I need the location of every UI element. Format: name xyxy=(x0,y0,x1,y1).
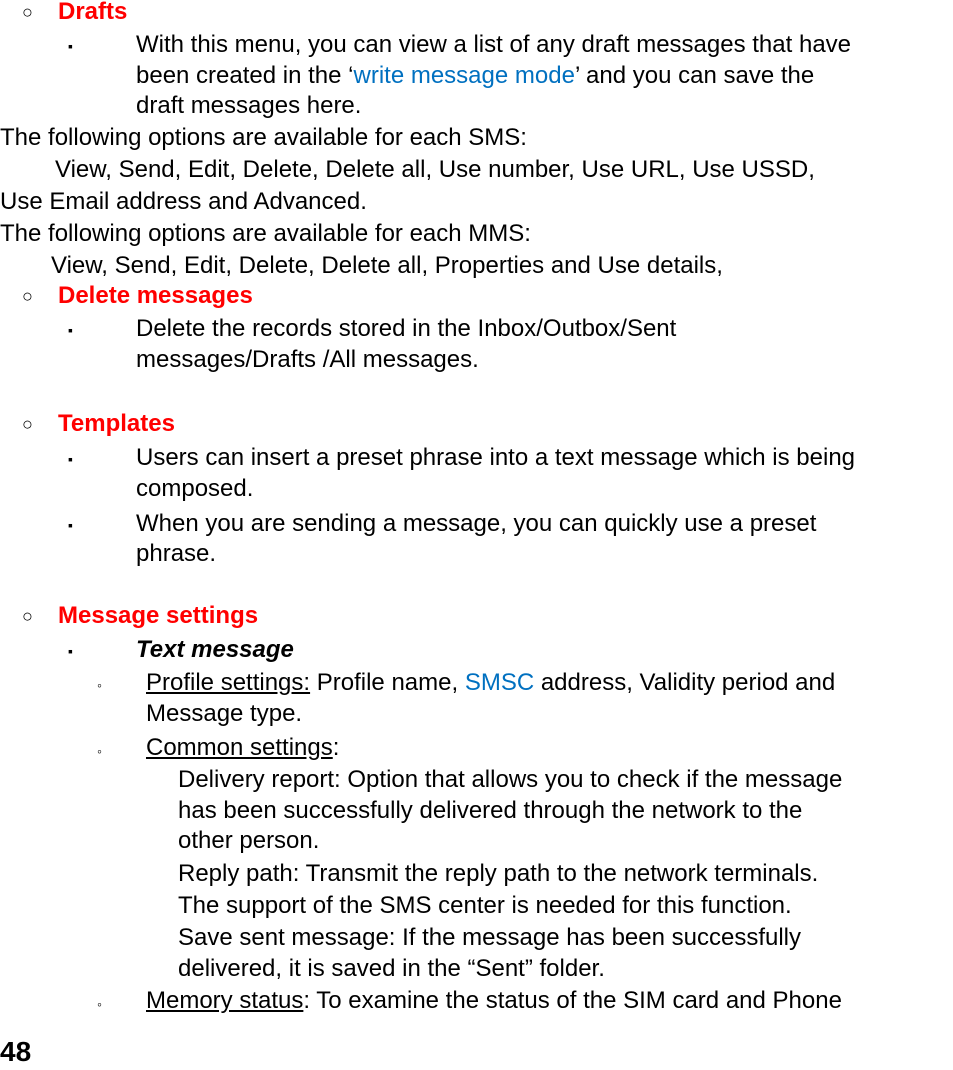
templates-heading: Templates xyxy=(58,410,175,437)
common-settings-text-3: other person. xyxy=(178,827,320,854)
smsc-link[interactable]: SMSC xyxy=(464,669,535,696)
sms-options-line-2: Use Email address and Advanced. xyxy=(0,188,367,215)
common-settings-text-6: Save sent message: If the message has been successfully xyxy=(178,924,802,951)
square-bullet-icon: ▪ xyxy=(68,451,73,467)
sms-intro: The following options are available for each SMS: xyxy=(0,124,527,151)
small-circle-bullet-icon: ◦ xyxy=(97,743,102,759)
profile-settings-line-1: Profile settings: Profile name, SMSC address, Validity period and xyxy=(146,669,836,696)
small-circle-bullet-icon: ◦ xyxy=(97,677,102,693)
profile-settings-label: Profile settings: xyxy=(146,669,311,696)
templates-item-1-line-2: composed. xyxy=(136,475,254,502)
delete-messages-line-1: Delete the records stored in the Inbox/Outbox/Sent xyxy=(136,315,677,342)
drafts-line-3: draft messages here. xyxy=(136,92,362,119)
square-bullet-icon: ▪ xyxy=(68,643,73,659)
circle-bullet-icon: ○ xyxy=(22,2,33,22)
templates-item-1-line-1: Users can insert a preset phrase into a text message which is being xyxy=(136,444,856,471)
common-settings-text-2: has been successfully delivered through the network to the xyxy=(178,797,803,824)
circle-bullet-icon: ○ xyxy=(22,414,33,434)
memory-status-label: Memory status xyxy=(146,987,304,1014)
common-settings-text-5: The support of the SMS center is needed for this function. xyxy=(178,892,792,919)
circle-bullet-icon: ○ xyxy=(22,286,33,306)
drafts-heading: Drafts xyxy=(58,0,128,25)
square-bullet-icon: ▪ xyxy=(68,517,73,533)
small-circle-bullet-icon: ◦ xyxy=(97,996,102,1012)
memory-status-line: Memory status: To examine the status of the SIM card and Phone xyxy=(146,987,842,1014)
write-message-mode-link[interactable]: write message mode xyxy=(353,62,575,89)
profile-settings-line-2: Message type. xyxy=(146,700,303,727)
mms-options-line-1: View, Send, Edit, Delete, Delete all, Properties and Use details, xyxy=(51,252,723,279)
drafts-line-1: With this menu, you can view a list of any draft messages that have xyxy=(136,31,852,58)
templates-item-2-line-1: When you are sending a message, you can quickly use a preset xyxy=(136,510,817,537)
common-settings-text-1: Delivery report: Option that allows you to check if the message xyxy=(178,766,843,793)
text-message-subheading: Text message xyxy=(136,636,294,663)
message-settings-heading: Message settings xyxy=(58,602,259,629)
common-settings-text-7: delivered, it is saved in the “Sent” folder. xyxy=(178,955,605,982)
drafts-line-2: been created in the ‘write message mode’ and you can save the xyxy=(136,62,815,89)
square-bullet-icon: ▪ xyxy=(68,38,73,54)
common-settings-line: Common settings: xyxy=(146,734,340,761)
common-settings-label: Common settings xyxy=(146,734,333,761)
page-number: 48 xyxy=(0,1036,32,1067)
common-settings-text-4: Reply path: Transmit the reply path to the network terminals. xyxy=(178,860,819,887)
delete-messages-heading: Delete messages xyxy=(58,282,253,309)
circle-bullet-icon: ○ xyxy=(22,606,33,626)
mms-intro: The following options are available for each MMS: xyxy=(0,220,531,247)
sms-options-line-1: View, Send, Edit, Delete, Delete all, Use number, Use URL, Use USSD, xyxy=(55,156,815,183)
templates-item-2-line-2: phrase. xyxy=(136,540,217,567)
delete-messages-line-2: messages/Drafts /All messages. xyxy=(136,346,479,373)
square-bullet-icon: ▪ xyxy=(68,322,73,338)
